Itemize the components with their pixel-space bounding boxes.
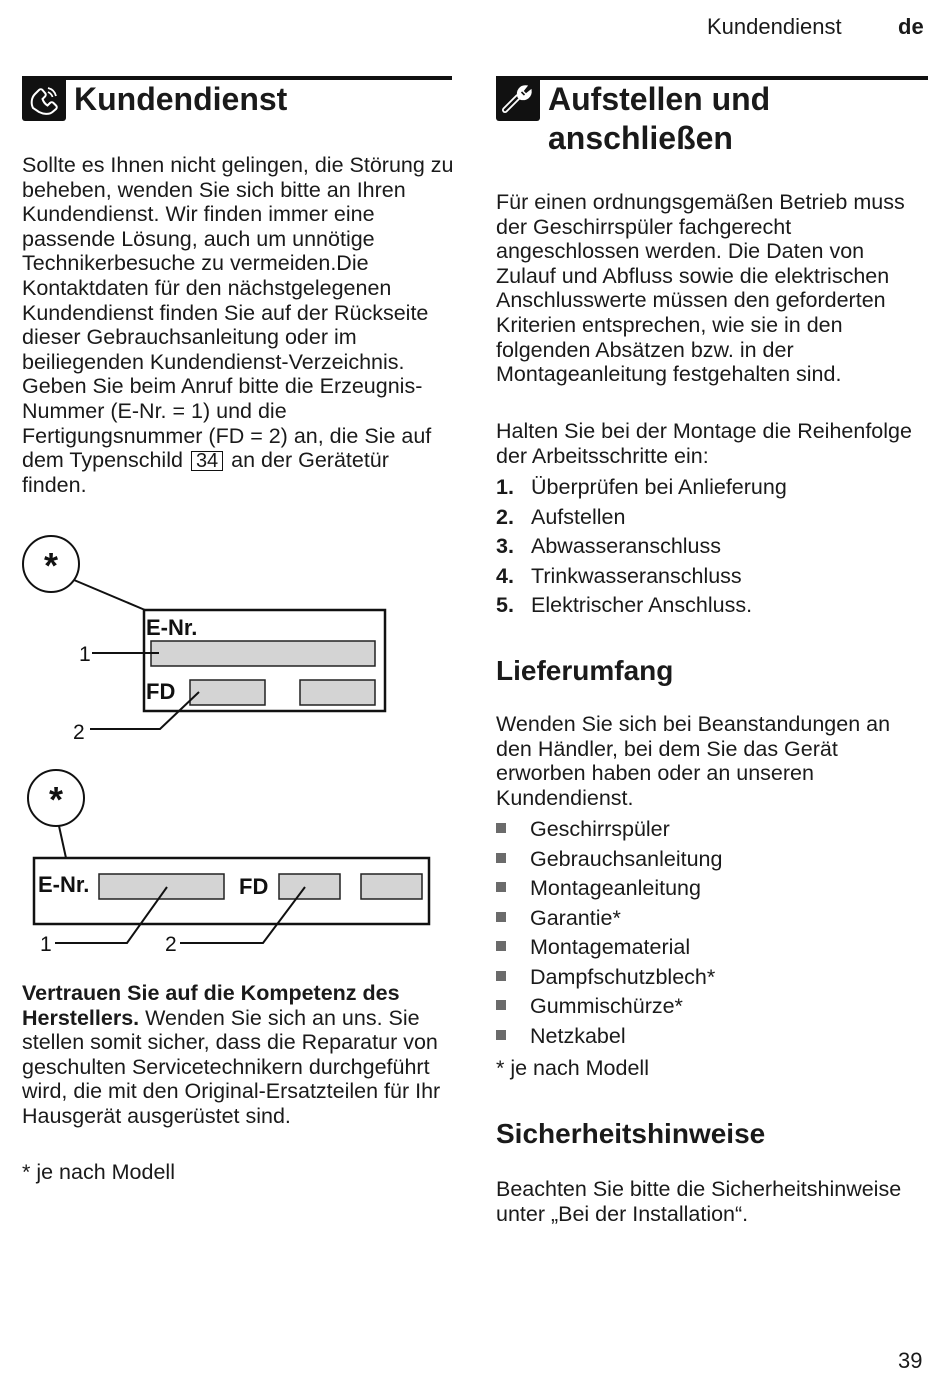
assembly-step: 2. Aufstellen bbox=[496, 504, 626, 529]
kundendienst-intro bbox=[22, 153, 454, 497]
typenschild-reference: 34 bbox=[191, 451, 223, 471]
square-bullet-icon bbox=[496, 941, 506, 951]
diagram2-extra-field bbox=[361, 874, 422, 899]
diagram2-callout-2: 2 bbox=[165, 933, 177, 956]
rating-plate-diagram-2 bbox=[0, 765, 460, 965]
square-bullet-icon bbox=[496, 1000, 506, 1010]
square-bullet-icon bbox=[496, 971, 506, 981]
assembly-order-text: Halten Sie bei der Montage die Reihenfolge der Arbeitsschritte ein: bbox=[496, 419, 912, 468]
lieferumfang-item: Gummischürze* bbox=[496, 992, 928, 1022]
assembly-steps-list bbox=[496, 473, 928, 621]
assembly-step: 5. Elektrischer Anschluss. bbox=[496, 593, 753, 617]
kundendienst-title: Kundendienst bbox=[74, 81, 288, 117]
running-header-language: de bbox=[898, 14, 924, 39]
telephone-icon bbox=[22, 77, 66, 121]
diagram1-pointer-line bbox=[74, 580, 145, 610]
lieferumfang-item: Geschirrspüler bbox=[496, 815, 928, 845]
diagram2-star: * bbox=[48, 779, 64, 820]
lieferumfang-item: Gebrauchsanleitung bbox=[496, 845, 928, 875]
manufacturer-paragraph-text: Wenden Sie sich an uns. Sie stellen somit sicher, dass die Reparatur von geschulten Servicetechnikern durchgeführt wird, die mit den Original-Ersatzteilen für Ihr Hausgerät ausgerüstet sind. bbox=[22, 1005, 441, 1128]
lieferumfang-item: Montageanleitung bbox=[496, 874, 928, 904]
diagram2-fd-label: FD bbox=[239, 874, 269, 899]
lieferumfang-item: Netzkabel bbox=[496, 1022, 928, 1052]
square-bullet-icon bbox=[496, 823, 506, 833]
assembly-step: 3. Abwasseranschluss bbox=[496, 534, 722, 558]
sicherheitshinweise-heading: Sicherheitshinweise bbox=[496, 1118, 766, 1149]
rating-plate-diagram-1 bbox=[0, 530, 460, 750]
running-header-section: Kundendienst bbox=[707, 14, 842, 39]
manufacturer-paragraph bbox=[22, 981, 452, 1129]
lieferumfang-text: Wenden Sie sich bei Beanstandungen an den Händler, bei dem Sie das Gerät erworben haben oder an unseren Kundendienst. bbox=[496, 712, 891, 810]
diagram2-pointer-line bbox=[59, 826, 66, 858]
diagram1-enr-label: E-Nr. bbox=[146, 615, 198, 640]
lieferumfang-item: Montagematerial bbox=[496, 933, 928, 963]
diagram1-star: * bbox=[43, 545, 59, 586]
page-number: 39 bbox=[898, 1348, 923, 1373]
square-bullet-icon bbox=[496, 853, 506, 863]
diagram2-enr-label: E-Nr. bbox=[38, 872, 90, 897]
assembly-step: 4. Trinkwasseranschluss bbox=[496, 563, 742, 588]
sicherheitshinweise-text: Beachten Sie bitte die Sicherheitshinweise unter „Bei der Installation“. bbox=[496, 1177, 902, 1226]
aufstellen-intro: Für einen ordnungsgemäßen Betrieb muss der Geschirrspüler fachgerecht angeschlossen werden. Die Daten von Zulauf und Abfluss sowie die elektrischen Anschlusswerte müssen den geforderten Kriterien entsprechen, wie sie in den folgenden Absätzen bzw. in der Montageanleitung festgehalten sind. bbox=[496, 190, 905, 387]
diagram1-fd-label: FD bbox=[146, 679, 176, 704]
kundendienst-intro-text: Sollte es Ihnen nicht gelingen, die Störung zu beheben, wenden Sie sich bitte an Ihren Kundendienst. Wir finden immer eine passende Lösung, auch um unnötige Technikerbesuche zu vermeiden.Die Kontaktdaten für den nächstgelegenen Kundendienst finden Sie auf der Rückseite dieser Gebrauchsanleitung oder im beiliegenden Kundendienst-Verzeichnis. Geben Sie beim Anruf bitte die Erzeugnis-Nummer (E-Nr. = 1) und die Fertigungsnummer (FD = 2) an, die Sie auf dem Typenschild bbox=[22, 153, 454, 473]
wrench-icon bbox=[496, 77, 540, 121]
left-footnote: * je nach Modell bbox=[22, 1160, 175, 1184]
aufstellen-title-line-2: anschließen bbox=[548, 120, 733, 156]
square-bullet-icon bbox=[496, 912, 506, 922]
assembly-step: 1. Überprüfen bei Anlieferung bbox=[496, 475, 787, 499]
diagram1-fd-field bbox=[190, 680, 265, 705]
lieferumfang-footnote: * je nach Modell bbox=[496, 1056, 649, 1080]
diagram2-fd-field bbox=[279, 874, 340, 899]
lieferumfang-list bbox=[496, 815, 928, 1051]
square-bullet-icon bbox=[496, 1030, 506, 1040]
diagram1-callout-1: 1 bbox=[79, 643, 91, 666]
kundendienst-intro-end: an der Gerätetür finden. bbox=[22, 448, 389, 497]
aufstellen-title bbox=[548, 80, 928, 158]
lieferumfang-item: Garantie* bbox=[496, 904, 928, 934]
lieferumfang-heading: Lieferumfang bbox=[496, 655, 674, 686]
square-bullet-icon bbox=[496, 882, 506, 892]
diagram1-enr-field bbox=[151, 641, 375, 666]
manufacturer-paragraph-bold: Vertrauen Sie auf die Kompetenz des Herstellers. bbox=[22, 981, 400, 1030]
diagram1-extra-field bbox=[300, 680, 375, 705]
diagram1-callout-2: 2 bbox=[73, 721, 85, 744]
lieferumfang-item: Dampfschutzblech* bbox=[496, 963, 928, 993]
diagram2-callout-1: 1 bbox=[40, 933, 52, 956]
aufstellen-title-line-1: Aufstellen und bbox=[548, 81, 771, 117]
